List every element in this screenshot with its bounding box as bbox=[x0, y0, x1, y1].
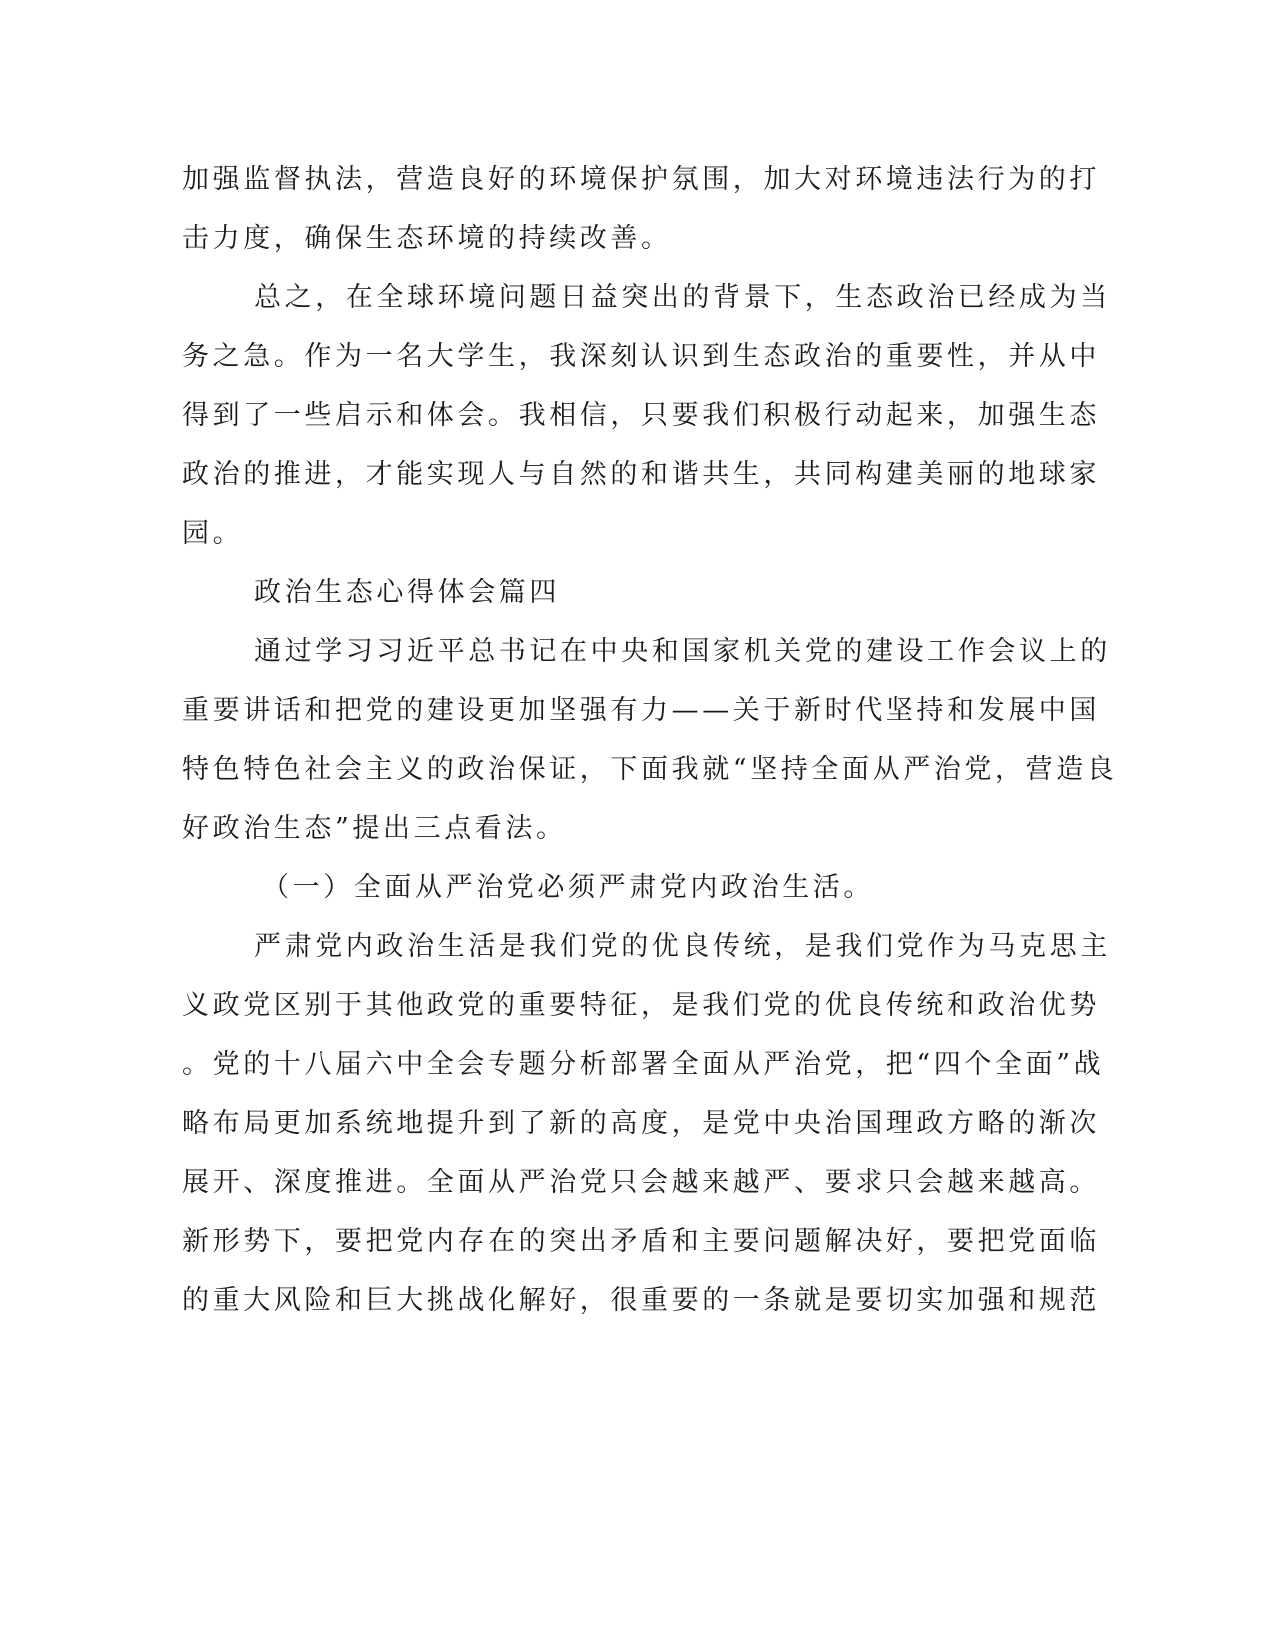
text-line: 得到了一些启示和体会。我相信，只要我们积极行动起来，加强生态 bbox=[182, 400, 1100, 431]
text-line: 加强监督执法，营造良好的环境保护氛围，加大对环境违法行为的打 bbox=[182, 164, 1100, 195]
text-line: 特色特色社会主义的政治保证，下面我就“坚持全面从严治党，营造良 bbox=[182, 754, 1118, 785]
text-line: 略布局更加系统地提升到了新的高度，是党中央治国理政方略的渐次 bbox=[182, 1108, 1100, 1139]
text-line: 展开、深度推进。全面从严治党只会越来越严、要求只会越来越高。 bbox=[182, 1167, 1100, 1198]
subheading: （一）全面从严治党必须严肃党内政治生活。 bbox=[262, 872, 874, 903]
text-line: 。党的十八届六中全会专题分析部署全面从严治党，把“四个全面”战 bbox=[182, 1049, 1105, 1080]
text-line: 园。 bbox=[182, 518, 244, 549]
text-line: 好政治生态”提出三点看法。 bbox=[182, 813, 567, 844]
text-line: 义政党区别于其他政党的重要特征，是我们党的优良传统和政治优势 bbox=[182, 990, 1100, 1021]
text-line: 击力度，确保生态环境的持续改善。 bbox=[182, 223, 672, 254]
section-heading: 政治生态心得体会篇四 bbox=[254, 577, 560, 608]
paragraph-start: 总之，在全球环境问题日益突出的背景下，生态政治已经成为当 bbox=[254, 282, 1111, 313]
paragraph-start: 严肃党内政治生活是我们党的优良传统，是我们党作为马克思主 bbox=[254, 931, 1111, 962]
text-line: 新形势下，要把党内存在的突出矛盾和主要问题解决好，要把党面临 bbox=[182, 1226, 1100, 1257]
text-line: 重要讲话和把党的建设更加坚强有力——关于新时代坚持和发展中国 bbox=[182, 695, 1100, 726]
document-page bbox=[182, 150, 1118, 1330]
text-line: 的重大风险和巨大挑战化解好，很重要的一条就是要切实加强和规范 bbox=[182, 1285, 1100, 1316]
text-line: 务之急。作为一名大学生，我深刻认识到生态政治的重要性，并从中 bbox=[182, 341, 1100, 372]
text-line: 政治的推进，才能实现人与自然的和谐共生，共同构建美丽的地球家 bbox=[182, 459, 1100, 490]
paragraph-start: 通过学习习近平总书记在中央和国家机关党的建设工作会议上的 bbox=[254, 636, 1111, 667]
